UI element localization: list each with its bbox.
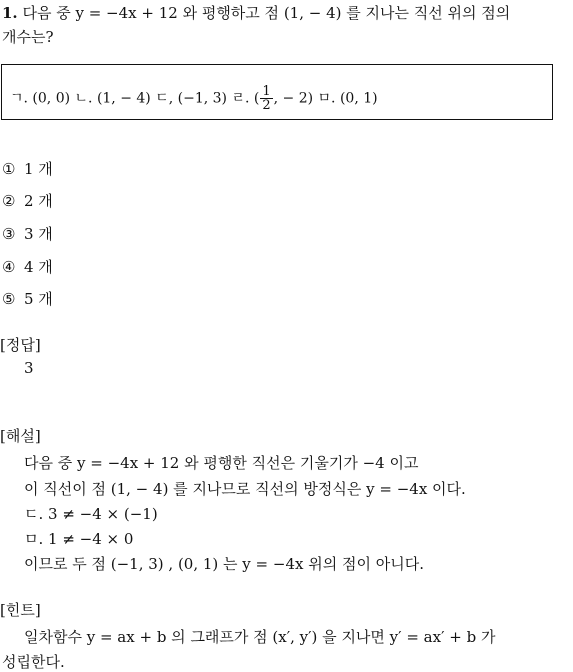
- explanation-line-4: ㅁ. 1 ≠ −4 × 0: [24, 530, 134, 548]
- conditions-part1: ㄱ. (0, 0) ㄴ. (1, − 4) ㄷ, (−1, 3) ㄹ. (: [10, 90, 260, 107]
- fraction-denominator: 2: [262, 98, 271, 113]
- option-4[interactable]: [2, 256, 53, 277]
- fraction-numerator: 1: [262, 84, 271, 99]
- conditions-part2: , − 2) ㅁ. (0, 1): [273, 90, 378, 107]
- explanation-title: [해설]: [0, 427, 41, 445]
- option-5-text: 5 개: [24, 290, 53, 308]
- option-2[interactable]: [2, 190, 53, 211]
- option-2-text: 2 개: [24, 192, 53, 210]
- option-5[interactable]: [2, 288, 53, 309]
- option-3-text: 3 개: [24, 225, 53, 243]
- hint-title: [힌트]: [0, 601, 41, 619]
- hint-line-2: 성립한다.: [2, 653, 65, 671]
- explanation-line-2: 이 직선이 점 (1, − 4) 를 지나므로 직선의 방정식은 y = −4x 이다.: [24, 480, 466, 498]
- option-1-mark: ①: [2, 160, 16, 178]
- question-stem-line2: 개수는?: [2, 28, 54, 46]
- explanation-line-1: 다음 중 y = −4x + 12 와 평행한 직선은 기울기가 −4 이고: [24, 454, 419, 472]
- option-2-mark: ②: [2, 192, 16, 210]
- answer-title: [정답]: [0, 336, 41, 354]
- question-stem-line1: [2, 2, 510, 23]
- hint-line-1: 일차함수 y = ax + b 의 그래프가 점 (x′, y′) 을 지나면 y′ = ax′ + b 가: [24, 628, 496, 646]
- option-4-mark: ④: [2, 258, 16, 276]
- question-stem-text: 다음 중 y = −4x + 12 와 평행하고 점 (1, − 4) 를 지나는 직선 위의 점의: [22, 4, 511, 22]
- answer-value: 3: [24, 359, 34, 377]
- explanation-line-5: 이므로 두 점 (−1, 3) , (0, 1) 는 y = −4x 위의 점이 아니다.: [24, 555, 424, 573]
- conditions-text: [10, 85, 378, 112]
- option-1[interactable]: [2, 158, 53, 179]
- explanation-line-3: ㄷ. 3 ≠ −4 × (−1): [24, 505, 158, 523]
- conditions-box: [1, 64, 553, 120]
- question-number: 1.: [2, 4, 18, 22]
- fraction-one-half: [260, 85, 272, 112]
- option-3-mark: ③: [2, 225, 16, 243]
- option-3[interactable]: [2, 223, 53, 244]
- option-1-text: 1 개: [24, 160, 53, 178]
- option-4-text: 4 개: [24, 258, 53, 276]
- option-5-mark: ⑤: [2, 290, 16, 308]
